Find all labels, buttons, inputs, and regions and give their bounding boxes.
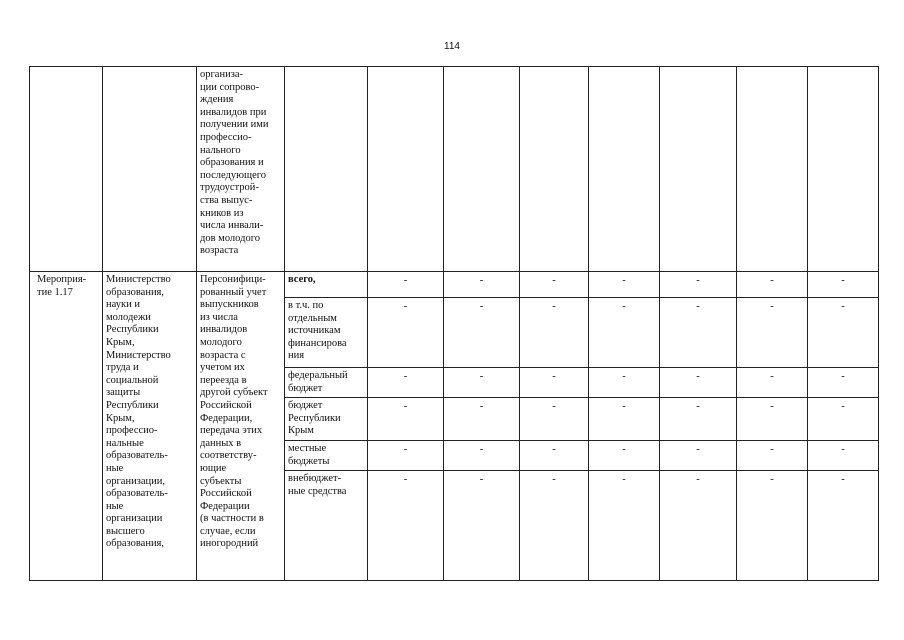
- funding-source-label: в т.ч. по отдельным источникам финансирова ния: [288, 300, 347, 362]
- funding-value: -: [520, 298, 589, 368]
- funding-source-label: всего,: [288, 274, 316, 285]
- value-cell: [368, 67, 444, 272]
- funding-value: -: [660, 368, 737, 398]
- executors-cell: [103, 67, 197, 272]
- funding-value: -: [660, 471, 737, 581]
- description-text: Персонифици- рованный учет выпускников из числа инвалидов молодого возраста с учетом их переезда в другой субъект Российской Федерации, передача этих данных в соответству- ющие субъекты Российской Федерации (в частности в случае, если иногородний: [200, 274, 268, 550]
- funding-source-label: местные бюджеты: [288, 442, 330, 467]
- description-cell: [197, 67, 285, 272]
- value-cell: [444, 67, 520, 272]
- funding-value: -: [589, 272, 660, 298]
- funding-source-cell: [285, 298, 368, 368]
- funding-value: -: [520, 368, 589, 398]
- funding-value: -: [737, 272, 808, 298]
- funding-value: -: [444, 298, 520, 368]
- funding-value: -: [520, 440, 589, 470]
- funding-value: -: [808, 440, 879, 470]
- funding-value: -: [520, 398, 589, 441]
- funding-value: -: [368, 298, 444, 368]
- description-cell: [197, 272, 285, 581]
- value-cell: [660, 67, 737, 272]
- funding-value: -: [368, 440, 444, 470]
- description-text: организа- ции сопрово- ждения инвалидов при получении ими профессио- нального образования и последующего трудоустрой- ства выпус- кников из числа инвали- дов молодого возраста: [200, 69, 269, 257]
- funding-value: -: [737, 471, 808, 581]
- funding-value: -: [660, 298, 737, 368]
- continuation-row: [30, 67, 879, 272]
- funding-value: -: [808, 298, 879, 368]
- funding-row: [30, 272, 879, 298]
- funding-value: -: [444, 368, 520, 398]
- executors-text: Министерство образования, науки и молодежи Республики Крым, Министерство труда и социальной защиты Республики Крым, профессио- нальные образователь- ные организации, образователь- ные организации высшего образования,: [106, 274, 171, 550]
- funding-value: -: [520, 471, 589, 581]
- value-cell: [589, 67, 660, 272]
- value-cell: [520, 67, 589, 272]
- funding-value: -: [368, 398, 444, 441]
- funding-value: -: [808, 272, 879, 298]
- funding-value: -: [444, 272, 520, 298]
- funding-value: -: [444, 471, 520, 581]
- funding-value: -: [444, 440, 520, 470]
- funding-value: -: [444, 398, 520, 441]
- page-number: 114: [444, 41, 460, 52]
- funding-value: -: [589, 368, 660, 398]
- funding-value: -: [368, 368, 444, 398]
- executors-cell: [103, 272, 197, 581]
- funding-source-cell: [285, 398, 368, 441]
- funding-source-cell: [285, 440, 368, 470]
- funding-value: -: [808, 471, 879, 581]
- funding-value: -: [520, 272, 589, 298]
- activity-id-text: Мероприя- тие 1.17: [37, 274, 87, 298]
- funding-value: -: [737, 368, 808, 398]
- funding-source-label: федеральный бюджет: [288, 370, 348, 394]
- funding-source-label: внебюджет- ные средства: [288, 473, 347, 497]
- funding-value: -: [660, 440, 737, 470]
- funding-value: -: [660, 272, 737, 298]
- funding-source-cell: [285, 471, 368, 581]
- funding-value: -: [808, 368, 879, 398]
- activity-id-cell: [30, 67, 103, 272]
- value-cell: [737, 67, 808, 272]
- funding-value: -: [368, 272, 444, 298]
- funding-source-cell: [285, 272, 368, 298]
- program-activities-table: [29, 66, 879, 581]
- funding-value: -: [737, 440, 808, 470]
- funding-value: -: [737, 398, 808, 441]
- funding-value: -: [589, 398, 660, 441]
- funding-source-cell: [285, 67, 368, 272]
- value-cell: [808, 67, 879, 272]
- funding-value: -: [808, 398, 879, 441]
- funding-value: -: [660, 398, 737, 441]
- funding-value: -: [589, 471, 660, 581]
- activity-id-cell: [30, 272, 103, 581]
- funding-source-cell: [285, 368, 368, 398]
- funding-source-label: бюджет Республики Крым: [288, 400, 341, 437]
- funding-value: -: [589, 298, 660, 368]
- funding-value: -: [737, 298, 808, 368]
- funding-value: -: [368, 471, 444, 581]
- funding-value: -: [589, 440, 660, 470]
